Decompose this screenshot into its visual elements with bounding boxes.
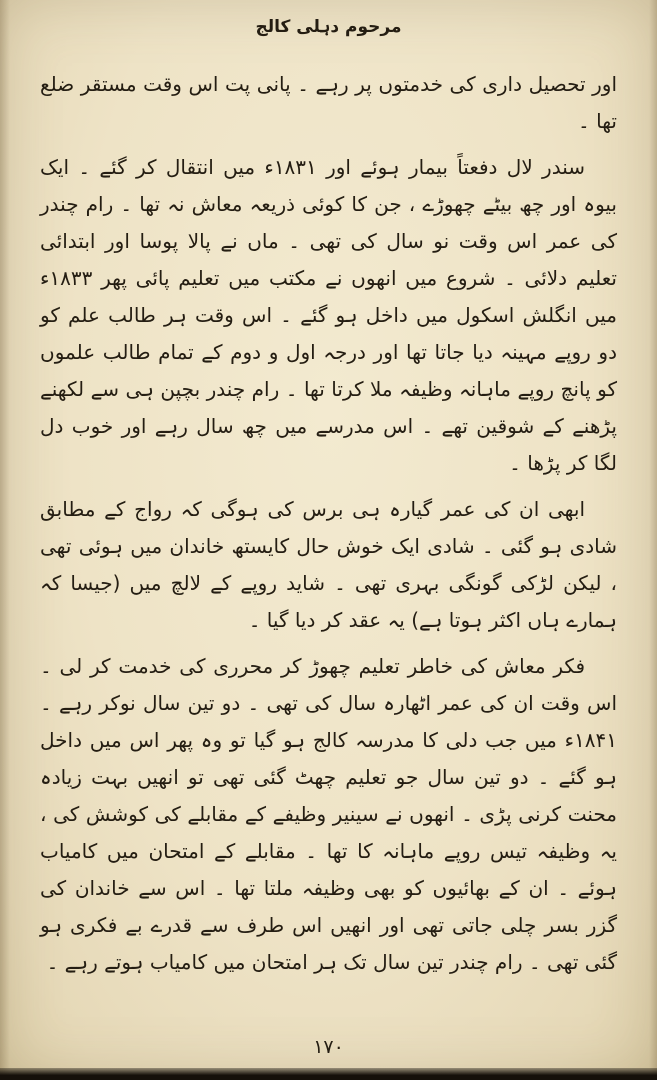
page-header-title: مرحوم دہلی کالج (255, 17, 402, 37)
scan-edge-shadow-right (649, 0, 657, 1080)
scan-edge-shadow-left (0, 0, 10, 1080)
paragraph: سندر لال دفعتاً بیمار ہوئے اور ۱۸۳۱ء میں انتقال کر گئے ۔ ایک بیوہ اور چھ بیٹے چھوڑے ، جن کا کوئی ذریعہ معاش نہ تھا ۔ رام چندر کی عمر اس وقت نو سال کی تھی ۔ ماں نے پالا پوسا اور ابتدائی تعلیم دلائی ۔ شروع میں انھوں نے مکتب میں تعلیم پائی پھر ۱۸۳۳ء میں انگلش اسکول میں داخل ہو گئے ۔ اس وقت ہر طالب علم کو دو روپے مہینہ دیا جاتا تھا اور درجہ اول و دوم کے تمام طالب علموں کو پانچ روپے ماہانہ وظیفہ ملا کرتا تھا ۔ رام چندر بچپن ہی سے لکھنے پڑھنے کے شوقین تھے ۔ اس مدرسے میں چھ سال رہے اور خوب دل لگا کر پڑھا ۔ (40, 155, 617, 475)
paragraph: فکر معاش کی خاطر تعلیم چھوڑ کر محرری کی خدمت کر لی ۔ اس وقت ان کی عمر اٹھارہ سال کی تھی ۔ دو تین سال نوکر رہے ۔ ۱۸۴۱ء میں جب دلی کا مدرسہ کالج ہو گیا تو وہ پھر اس میں داخل ہو گئے ۔ دو تین سال جو تعلیم چھٹ گئی تھی تو انھیں بہت زیادہ محنت کرنی پڑی ۔ انھوں نے سینیر وظیفے کے مقابلے کی کوشش کی ، یہ وظیفہ تیس روپے ماہانہ کا تھا ۔ مقابلے کے امتحان میں کامیاب ہوئے ۔ ان کے بھائیوں کو بھی وظیفہ ملتا تھا ۔ اس سے خاندان کی گزر بسر چلی جاتی تھی اور انھیں اس طرف سے قدرے بے فکری ہو گئی تھی ۔ رام چندر تین سال تک ہر امتحان میں کامیاب ہوتے رہے ۔ (40, 654, 617, 974)
paragraph: ابھی ان کی عمر گیارہ ہی برس کی ہوگی کہ رواج کے مطابق شادی ہو گئی ۔ شادی ایک خوش حال کایستھ خاندان میں ہوئی تھی ، لیکن لڑکی گونگی بہری تھی ۔ شاید روپے کے لالچ میں (جیسا کہ ہمارے ہاں اکثر ہوتا ہے) یہ عقد کر دیا گیا ۔ (40, 497, 617, 632)
body-text (40, 66, 617, 990)
scan-edge-bottom (0, 1068, 657, 1080)
page-number: ۱۷۰ (313, 1036, 344, 1058)
paragraph: اور تحصیل داری کی خدمتوں پر رہے ۔ پانی پت اس وقت مستقر ضلع تھا ۔ (40, 72, 617, 133)
